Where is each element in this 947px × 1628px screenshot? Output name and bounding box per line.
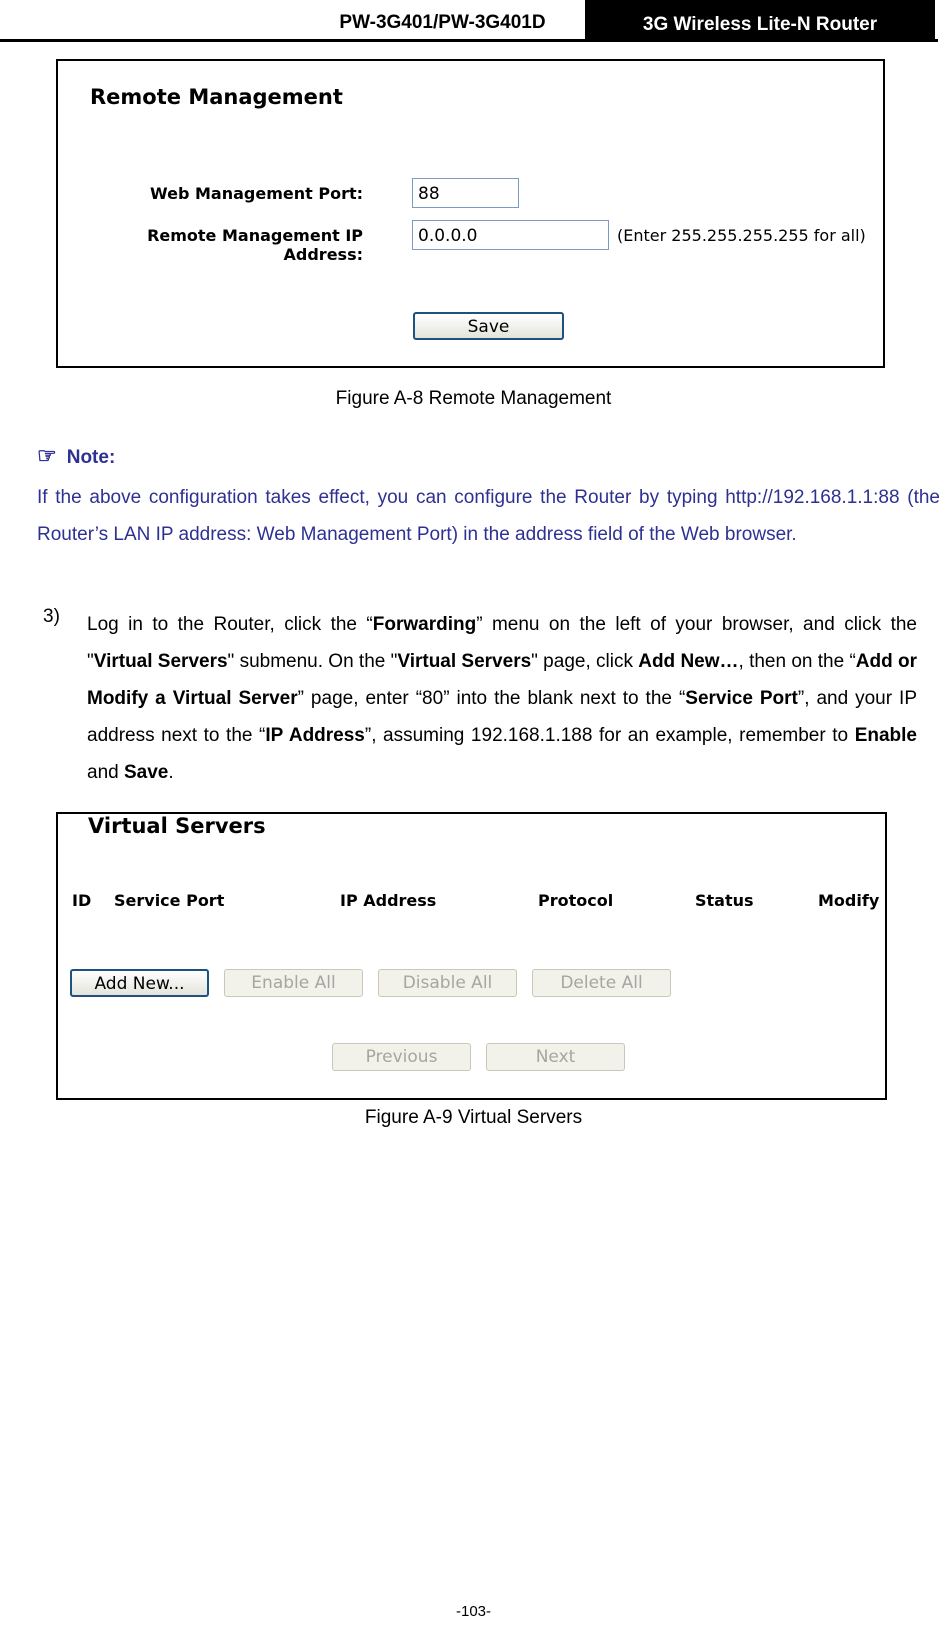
web-management-port-label: Web Management Port: [150, 184, 363, 203]
virtual-servers-screenshot [56, 812, 887, 1100]
web-management-port-input[interactable]: 88 [412, 178, 519, 208]
ip-address-hint: (Enter 255.255.255.255 for all) [617, 226, 866, 245]
add-new-button[interactable]: Add New... [70, 969, 209, 997]
column-id: ID [72, 891, 92, 910]
remote-management-ip-input[interactable]: 0.0.0.0 [412, 220, 609, 250]
column-status: Status [695, 891, 754, 910]
note-heading [37, 443, 115, 469]
disable-all-button[interactable]: Disable All [378, 969, 517, 997]
enable-all-button[interactable]: Enable All [224, 969, 363, 997]
note-title: Note: [66, 447, 116, 468]
figure-a8-caption: Figure A-8 Remote Management [335, 388, 612, 409]
next-button[interactable]: Next [486, 1043, 625, 1071]
remote-management-ip-label: Remote Management IP Address: [147, 226, 363, 264]
page-header [0, 0, 947, 42]
header-rule [0, 39, 938, 42]
step-3-text: Log in to the Router, click the “Forwarding” menu on the left of your browser, and click the "Virtual Servers" submenu. On the "Virtual Servers" page, click Add New…, then on the “Add or Modify a Virtual Server” page, enter “80” into the blank next to the “Service Port”, and your IP address next to the “IP Address”, assuming 192.168.1.188 for an example, remember to Enable and Save. [87, 614, 918, 783]
note-text: If the above configuration takes effect, you can configure the Router by typing http://192.168.1.1:88 (the Router’s LAN IP address: Web Management Port) in the address field of the Web browser. [37, 487, 940, 545]
step-number: 3) [43, 606, 60, 627]
column-modify: Modify [818, 891, 880, 910]
delete-all-button[interactable]: Delete All [532, 969, 671, 997]
header-model: PW-3G401/PW-3G401D [339, 12, 546, 33]
column-ip-address: IP Address [340, 891, 437, 910]
remote-management-heading: Remote Management [90, 85, 343, 109]
pointing-hand-icon: ☞ [37, 443, 57, 468]
column-service-port: Service Port [114, 891, 225, 910]
virtual-servers-heading: Virtual Servers [88, 814, 266, 838]
figure-a9-caption: Figure A-9 Virtual Servers [364, 1107, 583, 1128]
column-protocol: Protocol [538, 891, 614, 910]
remote-management-screenshot [56, 59, 885, 368]
page-number: -103- [455, 1603, 492, 1620]
save-button[interactable]: Save [413, 312, 564, 340]
previous-button[interactable]: Previous [332, 1043, 471, 1071]
header-product-title: 3G Wireless Lite-N Router [585, 0, 935, 40]
